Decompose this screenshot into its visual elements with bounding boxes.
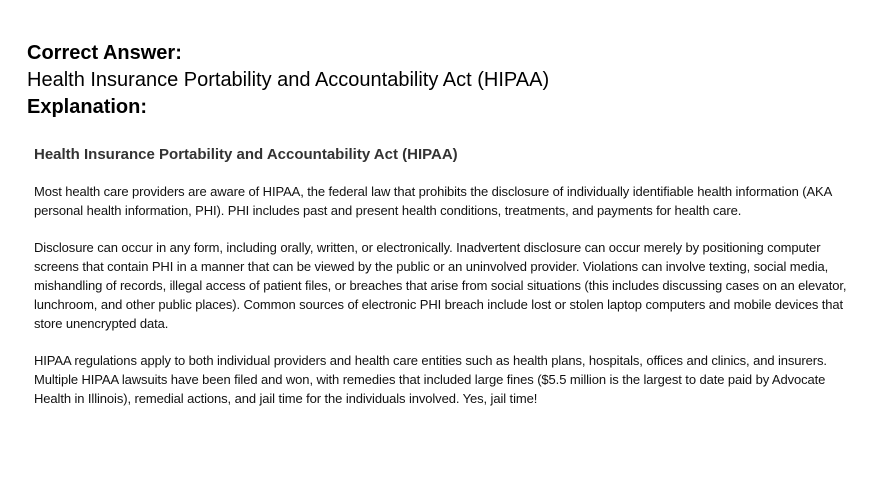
correct-answer-value: Health Insurance Portability and Accountability Act (HIPAA) [27,69,550,91]
explanation-paragraph-1: Most health care providers are aware of HIPAA, the federal law that prohibits the disclosure of individually identifiable health information (AKA personal health information, PHI). PHI includes past and present health conditions, treatments, and payments for health care. [34,184,832,218]
explanation-body [34,145,864,426]
explanation-label: Explanation: [27,96,148,118]
explanation-paragraph-2: Disclosure can occur in any form, including orally, written, or electronically. Inadvertent disclosure can occur merely by positioning computer screens that contain PHI in a manner that can be viewed by the public or an uninvolved provider. Violations can involve texting, social media, mishandling of records, illegal access of patient files, or breaches that arise from social situations (this includes discussing cases on an elevator, lunchroom, and other public places). Common sources of electronic PHI breach include lost or stolen laptop computers and mobile devices that store unencrypted data. [34,240,847,331]
answer-header [27,40,857,121]
explanation-heading: Health Insurance Portability and Accountability Act (HIPAA) [34,146,458,163]
explanation-paragraph-3: HIPAA regulations apply to both individual providers and health care entities such as health plans, hospitals, offices and clinics, and insurers. Multiple HIPAA lawsuits have been filed and won, with remedies that included large fines ($5.5 million is the largest to date paid by Advocate Health in Illinois), remedial actions, and jail time for the individuals involved. Yes, jail time! [34,353,827,406]
correct-answer-label: Correct Answer: [27,42,182,64]
